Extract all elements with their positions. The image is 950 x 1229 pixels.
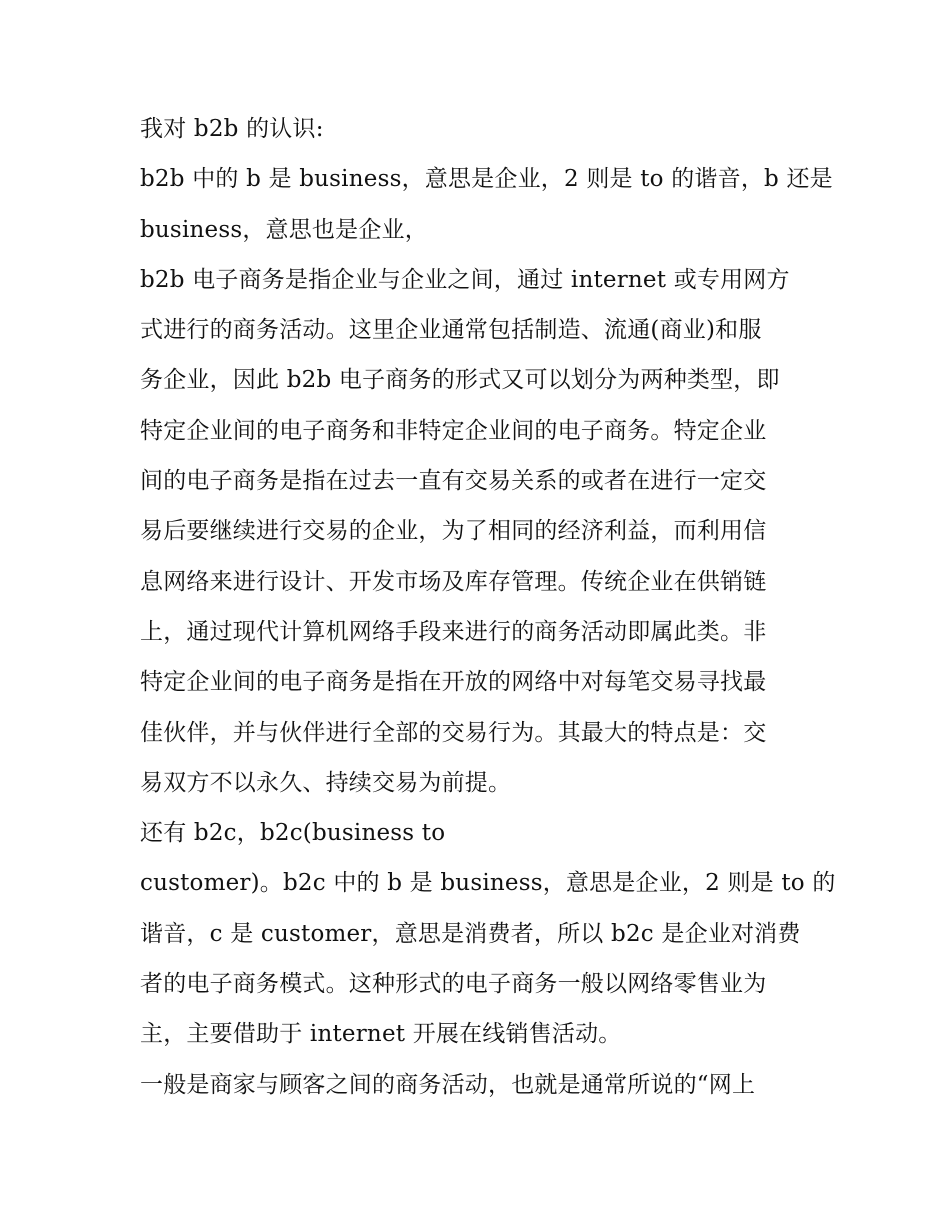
text-line: 式进行的商务活动。这里企业通常包括制造、流通(商业)和服 xyxy=(140,317,762,344)
text-line: 一般是商家与顾客之间的商务活动，也就是通常所说的“网上 xyxy=(140,1071,756,1098)
text-line: 还有 b2c，b2c(business to xyxy=(140,820,446,847)
text-line: 者的电子商务模式。这种形式的电子商务一般以网络零售业为 xyxy=(140,971,767,998)
text-line: 佳伙伴，并与伙伴进行全部的交易行为。其最大的特点是：交 xyxy=(140,719,767,746)
text-line: 间的电子商务是指在过去一直有交易关系的或者在进行一定交 xyxy=(140,468,767,495)
text-line: business，意思也是企业， xyxy=(140,216,428,243)
text-line-heading: 我对 b2b 的认识: xyxy=(140,116,324,142)
text-line: b2b 电子商务是指企业与企业之间，通过 internet 或专用网方 xyxy=(140,266,790,293)
document-body xyxy=(140,104,836,1110)
text-line: customer)。b2c 中的 b 是 business，意思是企业，2 则是 to 的 xyxy=(140,870,836,897)
text-line: 谐音，c 是 customer，意思是消费者，所以 b2c 是企业对消费 xyxy=(140,920,801,947)
text-line: 易后要继续进行交易的企业，为了相同的经济利益，而利用信 xyxy=(140,518,767,545)
text-line: 息网络来进行设计、开发市场及库存管理。传统企业在供销链 xyxy=(140,568,767,595)
text-line: b2b 中的 b 是 business，意思是企业，2 则是 to 的谐音，b 还是 xyxy=(140,166,833,193)
text-line: 主，主要借助于 internet 开展在线销售活动。 xyxy=(140,1021,622,1048)
text-line: 易双方不以永久、持续交易为前提。 xyxy=(140,769,512,796)
text-line: 特定企业间的电子商务和非特定企业间的电子商务。特定企业 xyxy=(140,417,767,444)
text-line: 上，通过现代计算机网络手段来进行的商务活动即属此类。非 xyxy=(140,618,767,645)
text-line: 特定企业间的电子商务是指在开放的网络中对每笔交易寻找最 xyxy=(140,669,767,696)
text-line: 务企业，因此 b2b 电子商务的形式又可以划分为两种类型，即 xyxy=(140,367,780,394)
